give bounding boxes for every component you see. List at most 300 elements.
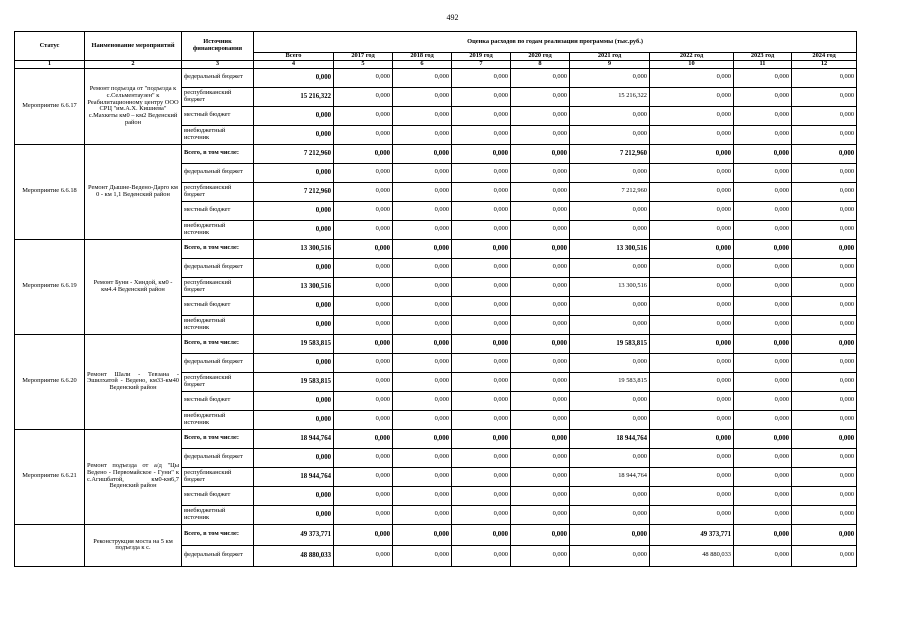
amount-cell: 0,000 xyxy=(511,410,570,429)
amount-cell: 0,000 xyxy=(393,524,452,545)
amount-cell: 0,000 xyxy=(393,87,452,106)
amount-cell: 0,000 xyxy=(254,486,334,505)
column-number: 5 xyxy=(334,61,393,69)
amount-cell: 0,000 xyxy=(650,258,734,277)
amount-cell: 0,000 xyxy=(734,144,792,163)
amount-cell: 0,000 xyxy=(792,125,857,144)
amount-cell: 0,000 xyxy=(650,505,734,524)
amount-cell: 0,000 xyxy=(570,391,650,410)
amount-cell: 0,000 xyxy=(792,277,857,296)
status-cell: Мероприятие 6.6.21 xyxy=(15,429,85,524)
amount-cell: 0,000 xyxy=(650,239,734,258)
amount-cell: 0,000 xyxy=(452,429,511,448)
amount-cell: 0,000 xyxy=(334,239,393,258)
amount-cell: 0,000 xyxy=(511,220,570,239)
amount-cell: 0,000 xyxy=(650,296,734,315)
amount-cell: 0,000 xyxy=(734,182,792,201)
amount-cell: 0,000 xyxy=(334,125,393,144)
page-number: 492 xyxy=(446,13,459,22)
funding-source-cell: федеральный бюджет xyxy=(182,545,254,566)
amount-cell: 0,000 xyxy=(334,182,393,201)
amount-cell: 0,000 xyxy=(511,334,570,353)
funding-source-cell: местный бюджет xyxy=(182,486,254,505)
amount-cell: 0,000 xyxy=(393,545,452,566)
amount-cell: 0,000 xyxy=(650,334,734,353)
amount-cell: 0,000 xyxy=(334,87,393,106)
amount-cell: 0,000 xyxy=(511,353,570,372)
amount-cell: 0,000 xyxy=(734,372,792,391)
amount-cell: 0,000 xyxy=(393,239,452,258)
amount-cell: 0,000 xyxy=(650,429,734,448)
amount-cell: 0,000 xyxy=(734,106,792,125)
funding-source-cell: республиканский бюджет xyxy=(182,182,254,201)
funding-source-cell: федеральный бюджет xyxy=(182,68,254,87)
amount-cell: 0,000 xyxy=(734,220,792,239)
funding-source-cell: федеральный бюджет xyxy=(182,258,254,277)
amount-cell: 0,000 xyxy=(393,277,452,296)
amount-cell: 0,000 xyxy=(511,68,570,87)
amount-cell: 0,000 xyxy=(734,545,792,566)
amount-cell: 0,000 xyxy=(570,258,650,277)
amount-cell: 0,000 xyxy=(792,429,857,448)
header-year: 2023 год xyxy=(734,53,792,61)
amount-cell: 0,000 xyxy=(334,467,393,486)
amount-cell: 0,000 xyxy=(393,125,452,144)
amount-cell: 0,000 xyxy=(792,315,857,334)
amount-cell: 0,000 xyxy=(792,448,857,467)
amount-cell: 0,000 xyxy=(393,372,452,391)
column-number: 4 xyxy=(254,61,334,69)
header-status: Статус xyxy=(15,32,85,61)
amount-cell: 0,000 xyxy=(650,68,734,87)
amount-cell: 0,000 xyxy=(254,106,334,125)
status-cell: Мероприятие 6.6.18 xyxy=(15,144,85,239)
amount-cell: 0,000 xyxy=(734,524,792,545)
header-year: 2018 год xyxy=(393,53,452,61)
amount-cell: 48 880,033 xyxy=(254,545,334,566)
column-number: 3 xyxy=(182,61,254,69)
amount-cell: 0,000 xyxy=(792,524,857,545)
amount-cell: 0,000 xyxy=(452,239,511,258)
amount-cell: 0,000 xyxy=(650,372,734,391)
amount-cell: 0,000 xyxy=(254,410,334,429)
amount-cell: 0,000 xyxy=(734,68,792,87)
amount-cell: 0,000 xyxy=(511,87,570,106)
amount-cell: 48 880,033 xyxy=(650,545,734,566)
amount-cell: 0,000 xyxy=(452,296,511,315)
amount-cell: 0,000 xyxy=(792,182,857,201)
amount-cell: 0,000 xyxy=(393,201,452,220)
amount-cell: 0,000 xyxy=(393,106,452,125)
amount-cell: 0,000 xyxy=(254,353,334,372)
amount-cell: 7 212,960 xyxy=(570,144,650,163)
amount-cell: 0,000 xyxy=(734,125,792,144)
amount-cell: 0,000 xyxy=(334,448,393,467)
column-number: 7 xyxy=(452,61,511,69)
activity-name-cell: Ремонт подъезда от а/д "Цы Ведено - Первомайское - Гуни" к с.Агишбатой, км0-км6,7 Веденский район xyxy=(85,429,182,524)
amount-cell: 0,000 xyxy=(570,68,650,87)
amount-cell: 0,000 xyxy=(650,106,734,125)
amount-cell: 0,000 xyxy=(511,277,570,296)
amount-cell: 0,000 xyxy=(334,429,393,448)
status-cell xyxy=(15,524,85,566)
amount-cell: 0,000 xyxy=(650,486,734,505)
amount-cell: 0,000 xyxy=(792,68,857,87)
amount-cell: 13 300,516 xyxy=(570,239,650,258)
amount-cell: 0,000 xyxy=(452,144,511,163)
amount-cell: 0,000 xyxy=(570,106,650,125)
amount-cell: 0,000 xyxy=(734,505,792,524)
amount-cell: 0,000 xyxy=(452,182,511,201)
amount-cell: 0,000 xyxy=(570,125,650,144)
amount-cell: 0,000 xyxy=(650,182,734,201)
header-year: 2024 год xyxy=(792,53,857,61)
amount-cell: 0,000 xyxy=(334,315,393,334)
column-number: 8 xyxy=(511,61,570,69)
amount-cell: 0,000 xyxy=(452,505,511,524)
amount-cell: 0,000 xyxy=(334,296,393,315)
amount-cell: 0,000 xyxy=(452,87,511,106)
amount-cell: 0,000 xyxy=(792,144,857,163)
amount-cell: 0,000 xyxy=(734,486,792,505)
amount-cell: 0,000 xyxy=(570,486,650,505)
amount-cell: 0,000 xyxy=(393,448,452,467)
amount-cell: 0,000 xyxy=(792,410,857,429)
table-row xyxy=(15,334,857,353)
amount-cell: 0,000 xyxy=(334,524,393,545)
amount-cell: 0,000 xyxy=(511,182,570,201)
amount-cell: 0,000 xyxy=(570,545,650,566)
amount-cell: 0,000 xyxy=(570,410,650,429)
amount-cell: 0,000 xyxy=(792,467,857,486)
activity-name-cell: Ремонт подъезда от "подъезда к с.Сельментаузен" к Реабилитационному центру ООО СРЦ "им.А.Х. Кишиева" с.Махкеты км0 – км2 Веденский район xyxy=(85,68,182,144)
amount-cell: 13 300,516 xyxy=(254,239,334,258)
amount-cell: 0,000 xyxy=(452,277,511,296)
amount-cell: 0,000 xyxy=(734,429,792,448)
amount-cell: 0,000 xyxy=(334,277,393,296)
amount-cell: 0,000 xyxy=(393,353,452,372)
amount-cell: 0,000 xyxy=(792,87,857,106)
amount-cell: 0,000 xyxy=(393,258,452,277)
amount-cell: 0,000 xyxy=(734,315,792,334)
amount-cell: 0,000 xyxy=(792,486,857,505)
amount-cell: 18 944,764 xyxy=(254,429,334,448)
amount-cell: 0,000 xyxy=(452,372,511,391)
amount-cell: 0,000 xyxy=(650,220,734,239)
header-year: Всего xyxy=(254,53,334,61)
amount-cell: 0,000 xyxy=(734,87,792,106)
activity-name-cell: Реконструкция моста на 5 км подъезда к с. xyxy=(85,524,182,566)
amount-cell: 0,000 xyxy=(734,353,792,372)
amount-cell: 0,000 xyxy=(570,448,650,467)
amount-cell: 0,000 xyxy=(792,163,857,182)
amount-cell: 18 944,764 xyxy=(570,467,650,486)
amount-cell: 0,000 xyxy=(452,486,511,505)
amount-cell: 0,000 xyxy=(570,220,650,239)
amount-cell: 0,000 xyxy=(650,391,734,410)
column-number: 2 xyxy=(85,61,182,69)
funding-source-cell: местный бюджет xyxy=(182,296,254,315)
amount-cell: 0,000 xyxy=(792,220,857,239)
amount-cell: 0,000 xyxy=(254,448,334,467)
amount-cell: 0,000 xyxy=(334,486,393,505)
amount-cell: 0,000 xyxy=(792,505,857,524)
amount-cell: 0,000 xyxy=(511,106,570,125)
amount-cell: 49 373,771 xyxy=(650,524,734,545)
amount-cell: 0,000 xyxy=(511,372,570,391)
amount-cell: 0,000 xyxy=(511,486,570,505)
amount-cell: 0,000 xyxy=(650,144,734,163)
amount-cell: 0,000 xyxy=(334,372,393,391)
funding-source-cell: внебюджетный источник xyxy=(182,315,254,334)
amount-cell: 0,000 xyxy=(452,334,511,353)
funding-source-cell: республиканский бюджет xyxy=(182,467,254,486)
amount-cell: 0,000 xyxy=(734,334,792,353)
amount-cell: 15 216,322 xyxy=(570,87,650,106)
amount-cell: 0,000 xyxy=(511,505,570,524)
amount-cell: 0,000 xyxy=(570,353,650,372)
funding-source-cell: внебюджетный источник xyxy=(182,125,254,144)
amount-cell: 0,000 xyxy=(511,239,570,258)
amount-cell: 0,000 xyxy=(734,277,792,296)
amount-cell: 18 944,764 xyxy=(254,467,334,486)
amount-cell: 0,000 xyxy=(254,505,334,524)
amount-cell: 0,000 xyxy=(334,258,393,277)
amount-cell: 0,000 xyxy=(650,353,734,372)
header-year: 2017 год xyxy=(334,53,393,61)
amount-cell: 0,000 xyxy=(570,201,650,220)
amount-cell: 0,000 xyxy=(792,106,857,125)
amount-cell: 0,000 xyxy=(734,201,792,220)
amount-cell: 0,000 xyxy=(570,296,650,315)
amount-cell: 7 212,960 xyxy=(570,182,650,201)
amount-cell: 19 583,815 xyxy=(254,334,334,353)
amount-cell: 0,000 xyxy=(393,144,452,163)
status-cell: Мероприятие 6.6.20 xyxy=(15,334,85,429)
status-cell: Мероприятие 6.6.19 xyxy=(15,239,85,334)
funding-source-cell: местный бюджет xyxy=(182,391,254,410)
amount-cell: 0,000 xyxy=(734,163,792,182)
column-number: 9 xyxy=(570,61,650,69)
table-row xyxy=(15,144,857,163)
amount-cell: 0,000 xyxy=(734,391,792,410)
activity-name-cell: Ремонт Шали - Тевзана - Эшилхатой - Ведено, км33-км40 Веденский район xyxy=(85,334,182,429)
amount-cell: 19 583,815 xyxy=(570,372,650,391)
amount-cell: 0,000 xyxy=(511,391,570,410)
amount-cell: 0,000 xyxy=(570,505,650,524)
funding-source-cell: Всего, в том числе: xyxy=(182,524,254,545)
amount-cell: 0,000 xyxy=(511,545,570,566)
amount-cell: 0,000 xyxy=(334,106,393,125)
amount-cell: 0,000 xyxy=(334,545,393,566)
amount-cell: 0,000 xyxy=(792,353,857,372)
funding-source-cell: внебюджетный источник xyxy=(182,505,254,524)
amount-cell: 0,000 xyxy=(792,258,857,277)
amount-cell: 0,000 xyxy=(792,201,857,220)
amount-cell: 0,000 xyxy=(393,315,452,334)
column-number: 11 xyxy=(734,61,792,69)
amount-cell: 0,000 xyxy=(334,353,393,372)
amount-cell: 0,000 xyxy=(254,68,334,87)
amount-cell: 0,000 xyxy=(650,163,734,182)
header-estimate: Оценка расходов по годам реализации программы (тыс.руб.) xyxy=(254,32,857,53)
expenses-table xyxy=(14,31,857,567)
amount-cell: 0,000 xyxy=(650,125,734,144)
amount-cell: 0,000 xyxy=(254,315,334,334)
amount-cell: 0,000 xyxy=(334,201,393,220)
amount-cell: 0,000 xyxy=(792,239,857,258)
amount-cell: 0,000 xyxy=(511,315,570,334)
amount-cell: 0,000 xyxy=(792,334,857,353)
amount-cell: 0,000 xyxy=(334,505,393,524)
status-cell: Мероприятие 6.6.17 xyxy=(15,68,85,144)
amount-cell: 0,000 xyxy=(650,201,734,220)
amount-cell: 0,000 xyxy=(452,448,511,467)
amount-cell: 0,000 xyxy=(334,410,393,429)
amount-cell: 0,000 xyxy=(452,220,511,239)
amount-cell: 15 216,322 xyxy=(254,87,334,106)
amount-cell: 0,000 xyxy=(393,334,452,353)
amount-cell: 0,000 xyxy=(511,201,570,220)
amount-cell: 0,000 xyxy=(393,505,452,524)
amount-cell: 0,000 xyxy=(452,106,511,125)
amount-cell: 0,000 xyxy=(734,258,792,277)
amount-cell: 0,000 xyxy=(734,448,792,467)
amount-cell: 0,000 xyxy=(393,410,452,429)
funding-source-cell: местный бюджет xyxy=(182,201,254,220)
amount-cell: 7 212,960 xyxy=(254,182,334,201)
amount-cell: 0,000 xyxy=(452,163,511,182)
header-source: Источник финансирования xyxy=(182,32,254,61)
funding-source-cell: местный бюджет xyxy=(182,106,254,125)
amount-cell: 0,000 xyxy=(734,467,792,486)
amount-cell: 0,000 xyxy=(452,125,511,144)
header-year: 2019 год xyxy=(452,53,511,61)
header-year: 2021 год xyxy=(570,53,650,61)
amount-cell: 0,000 xyxy=(792,391,857,410)
funding-source-cell: федеральный бюджет xyxy=(182,448,254,467)
amount-cell: 0,000 xyxy=(650,277,734,296)
amount-cell: 0,000 xyxy=(452,258,511,277)
amount-cell: 0,000 xyxy=(792,296,857,315)
amount-cell: 0,000 xyxy=(334,163,393,182)
amount-cell: 0,000 xyxy=(393,391,452,410)
amount-cell: 0,000 xyxy=(452,545,511,566)
funding-source-cell: республиканский бюджет xyxy=(182,372,254,391)
amount-cell: 0,000 xyxy=(511,125,570,144)
amount-cell: 0,000 xyxy=(393,220,452,239)
funding-source-cell: Всего, в том числе: xyxy=(182,429,254,448)
funding-source-cell: Всего, в том числе: xyxy=(182,334,254,353)
funding-source-cell: республиканский бюджет xyxy=(182,87,254,106)
activity-name-cell: Ремонт Буни - Хиндой, км0 - км4.4 Веденский район xyxy=(85,239,182,334)
amount-cell: 0,000 xyxy=(792,372,857,391)
amount-cell: 0,000 xyxy=(734,296,792,315)
amount-cell: 19 583,815 xyxy=(254,372,334,391)
amount-cell: 0,000 xyxy=(570,163,650,182)
amount-cell: 18 944,764 xyxy=(570,429,650,448)
amount-cell: 13 300,516 xyxy=(254,277,334,296)
amount-cell: 0,000 xyxy=(393,163,452,182)
table-row xyxy=(15,524,857,545)
amount-cell: 0,000 xyxy=(334,391,393,410)
activity-name-cell: Ремонт Дышне-Ведено-Дарго км 0 - км 1,1 Веденский район xyxy=(85,144,182,239)
amount-cell: 0,000 xyxy=(452,315,511,334)
header-year: 2022 год xyxy=(650,53,734,61)
amount-cell: 0,000 xyxy=(570,315,650,334)
amount-cell: 0,000 xyxy=(452,201,511,220)
amount-cell: 0,000 xyxy=(650,448,734,467)
amount-cell: 0,000 xyxy=(393,68,452,87)
header-name: Наименование мероприятий xyxy=(85,32,182,61)
amount-cell: 0,000 xyxy=(511,429,570,448)
amount-cell: 0,000 xyxy=(393,182,452,201)
amount-cell: 0,000 xyxy=(254,125,334,144)
amount-cell: 0,000 xyxy=(393,467,452,486)
funding-source-cell: федеральный бюджет xyxy=(182,163,254,182)
amount-cell: 0,000 xyxy=(334,68,393,87)
table-row xyxy=(15,429,857,448)
amount-cell: 0,000 xyxy=(650,410,734,429)
amount-cell: 0,000 xyxy=(334,144,393,163)
amount-cell: 0,000 xyxy=(452,353,511,372)
amount-cell: 49 373,771 xyxy=(254,524,334,545)
amount-cell: 0,000 xyxy=(734,410,792,429)
column-number: 10 xyxy=(650,61,734,69)
amount-cell: 0,000 xyxy=(650,87,734,106)
amount-cell: 0,000 xyxy=(393,429,452,448)
column-number: 1 xyxy=(15,61,85,69)
amount-cell: 7 212,960 xyxy=(254,144,334,163)
amount-cell: 0,000 xyxy=(792,545,857,566)
amount-cell: 0,000 xyxy=(452,68,511,87)
amount-cell: 0,000 xyxy=(511,163,570,182)
funding-source-cell: Всего, в том числе: xyxy=(182,144,254,163)
amount-cell: 0,000 xyxy=(452,391,511,410)
amount-cell: 0,000 xyxy=(734,239,792,258)
amount-cell: 0,000 xyxy=(452,524,511,545)
amount-cell: 0,000 xyxy=(511,524,570,545)
amount-cell: 13 300,516 xyxy=(570,277,650,296)
amount-cell: 0,000 xyxy=(334,220,393,239)
amount-cell: 0,000 xyxy=(511,296,570,315)
amount-cell: 0,000 xyxy=(511,144,570,163)
header-year: 2020 год xyxy=(511,53,570,61)
amount-cell: 0,000 xyxy=(393,296,452,315)
amount-cell: 19 583,815 xyxy=(570,334,650,353)
amount-cell: 0,000 xyxy=(254,220,334,239)
column-number: 6 xyxy=(393,61,452,69)
amount-cell: 0,000 xyxy=(511,467,570,486)
funding-source-cell: внебюджетный источник xyxy=(182,410,254,429)
amount-cell: 0,000 xyxy=(254,163,334,182)
amount-cell: 0,000 xyxy=(334,334,393,353)
table-row xyxy=(15,239,857,258)
amount-cell: 0,000 xyxy=(650,467,734,486)
funding-source-cell: федеральный бюджет xyxy=(182,353,254,372)
column-number: 12 xyxy=(792,61,857,69)
funding-source-cell: внебюджетный источник xyxy=(182,220,254,239)
amount-cell: 0,000 xyxy=(254,258,334,277)
amount-cell: 0,000 xyxy=(650,315,734,334)
funding-source-cell: республиканский бюджет xyxy=(182,277,254,296)
amount-cell: 0,000 xyxy=(393,486,452,505)
amount-cell: 0,000 xyxy=(570,524,650,545)
table-row xyxy=(15,68,857,87)
amount-cell: 0,000 xyxy=(452,467,511,486)
funding-source-cell: Всего, в том числе: xyxy=(182,239,254,258)
amount-cell: 0,000 xyxy=(452,410,511,429)
